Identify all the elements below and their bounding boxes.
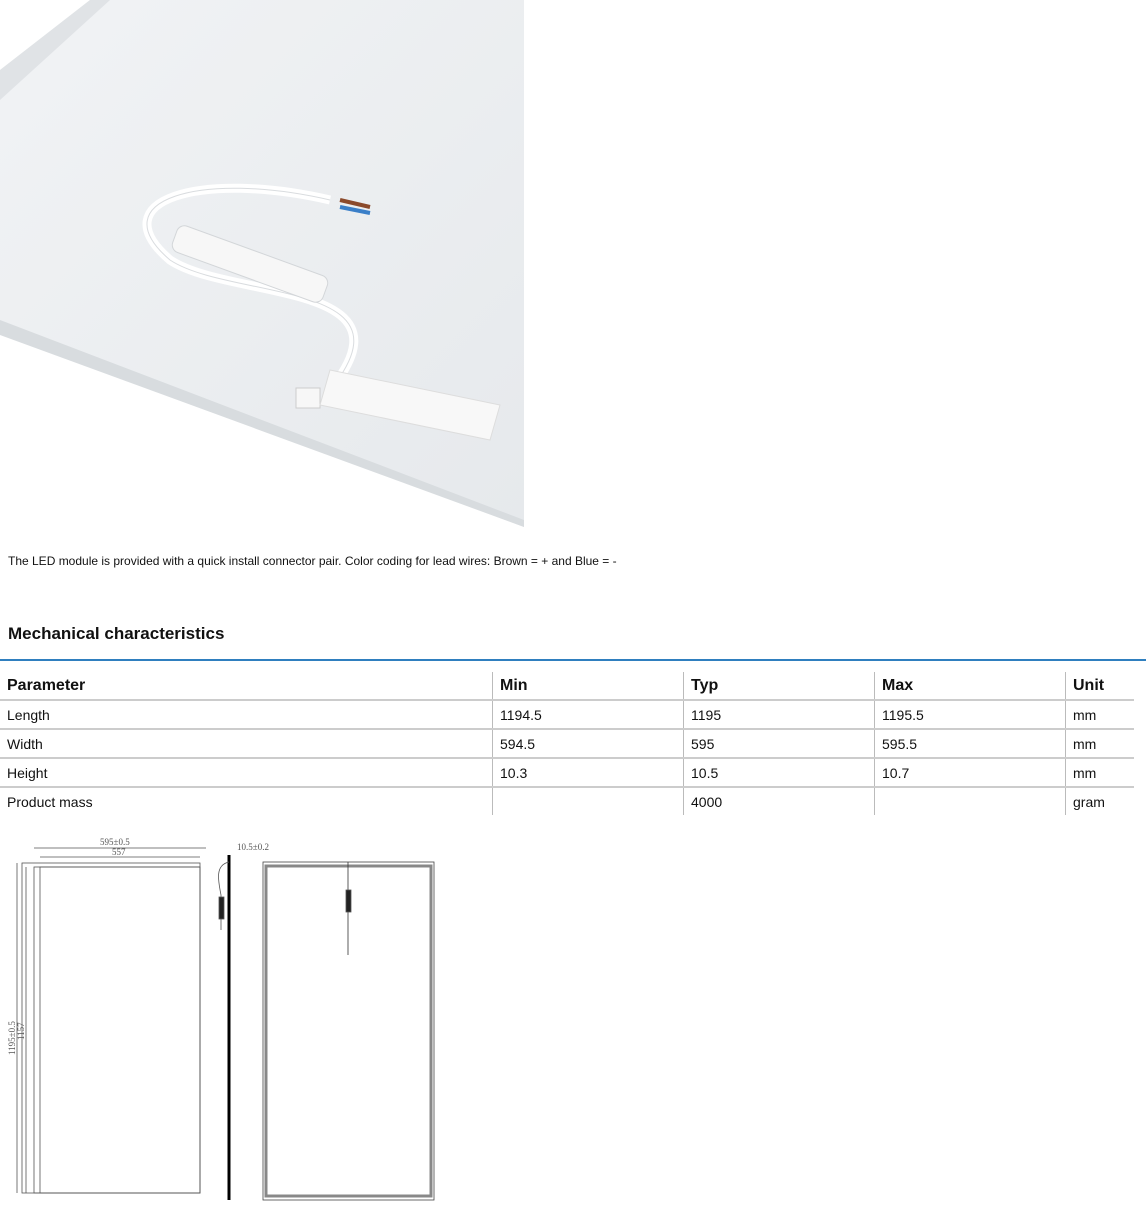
- mechanical-table: [0, 672, 1134, 815]
- cell: [493, 787, 684, 815]
- cell: [875, 787, 1066, 815]
- header-typ: Typ: [684, 672, 875, 700]
- width-dimension: 595±0.5: [100, 837, 130, 847]
- inner-height-dimension: 1157: [16, 1022, 26, 1040]
- cell: mm: [1066, 729, 1135, 758]
- cell: 4000: [684, 787, 875, 815]
- inner-width-dimension: 557: [112, 847, 126, 857]
- cell: Height: [0, 758, 493, 787]
- header-min: Min: [493, 672, 684, 700]
- header-parameter: Parameter: [0, 672, 493, 700]
- header-unit: Unit: [1066, 672, 1135, 700]
- table-row: [0, 758, 1134, 787]
- cell: mm: [1066, 758, 1135, 787]
- cell: 594.5: [493, 729, 684, 758]
- cell: 10.7: [875, 758, 1066, 787]
- section-heading: Mechanical characteristics: [8, 624, 225, 643]
- cell: 1195: [684, 700, 875, 729]
- table-row: [0, 787, 1134, 815]
- cell: Length: [0, 700, 493, 729]
- table-row: [0, 700, 1134, 729]
- technical-drawing: [0, 825, 450, 1205]
- cell: 1195.5: [875, 700, 1066, 729]
- cell: Product mass: [7, 793, 93, 810]
- cell: 10.3: [493, 758, 684, 787]
- cell: 1194.5: [493, 700, 684, 729]
- product-photo: [0, 0, 524, 527]
- heading-divider: [0, 659, 1146, 661]
- height-dimension: 1195±0.5: [7, 1021, 17, 1055]
- photo-caption: The LED module is provided with a quick install connector pair. Color coding for lead wires: Brown = + and Blue = -: [8, 554, 617, 568]
- cell: 595.5: [875, 729, 1066, 758]
- cell: 10.5: [684, 758, 875, 787]
- thickness-dimension: 10.5±0.2: [237, 842, 269, 852]
- cell: mm: [1066, 700, 1135, 729]
- cell: Width: [0, 729, 493, 758]
- header-max: Max: [875, 672, 1066, 700]
- cell: gram: [1066, 787, 1135, 815]
- cell: 595: [684, 729, 875, 758]
- table-row: [0, 729, 1134, 758]
- table-header-row: [0, 672, 1134, 700]
